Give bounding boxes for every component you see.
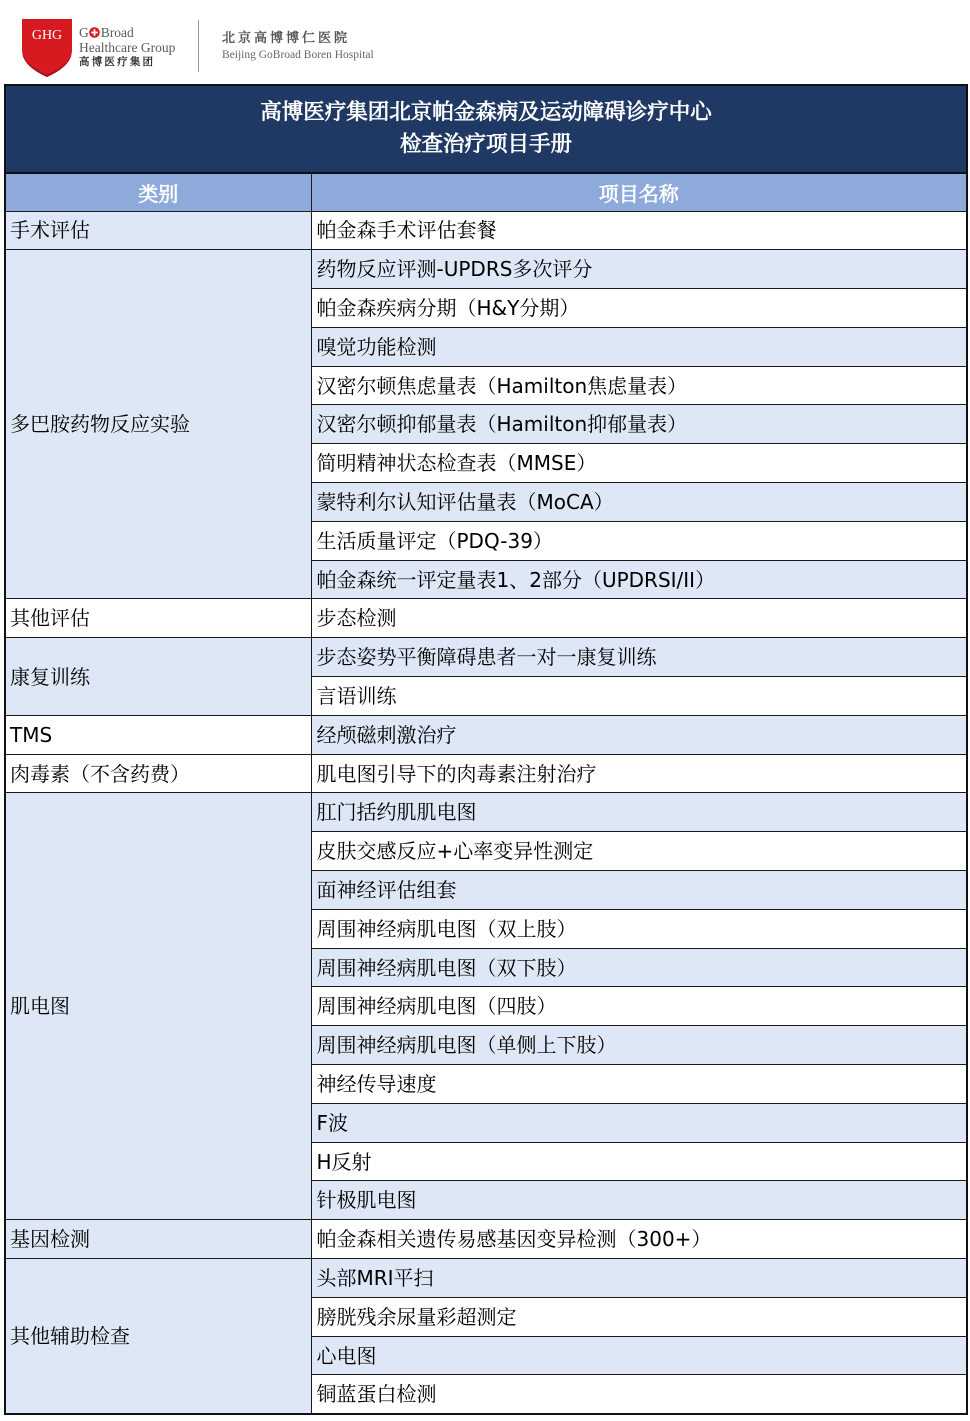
item-cell: F波 — [311, 1103, 967, 1142]
item-cell: 言语训练 — [311, 677, 967, 716]
emblem-text: GHG — [31, 28, 63, 43]
brand-name-end: Broad — [100, 25, 134, 40]
item-cell: 简明精神状态检查表（MMSE） — [311, 444, 967, 483]
category-cell: 手术评估 — [5, 211, 311, 250]
table-title-line-2: 检查治疗项目手册 — [400, 132, 573, 157]
column-header-row — [5, 173, 967, 211]
item-cell: 生活质量评定（PDQ-39） — [311, 521, 967, 560]
item-cell: 帕金森疾病分期（H&Y分期） — [311, 289, 967, 328]
category-cell: TMS — [5, 715, 311, 754]
category-cell: 肌电图 — [5, 793, 311, 1220]
category-cell: 多巴胺药物反应实验 — [5, 250, 311, 599]
table-title — [5, 85, 967, 173]
category-cell: 肉毒素（不含药费） — [5, 754, 311, 793]
item-cell: 面神经评估组套 — [311, 871, 967, 910]
item-cell: 步态姿势平衡障碍患者一对一康复训练 — [311, 638, 967, 677]
item-cell: 铜蓝蛋白检测 — [311, 1375, 967, 1414]
brand-name — [79, 25, 191, 40]
item-cell: 周围神经病肌电图（双下肢） — [311, 948, 967, 987]
table-title-row — [5, 85, 967, 173]
category-cell: 康复训练 — [5, 638, 311, 716]
item-cell: 嗅觉功能检测 — [311, 327, 967, 366]
group-name-en: Healthcare Group — [79, 40, 176, 55]
item-cell: 膀胱残余尿量彩超测定 — [311, 1297, 967, 1336]
table-row — [5, 599, 967, 638]
table-row — [5, 1259, 967, 1298]
hospital-name-en: Beijing GoBroad Boren Hospital — [222, 49, 374, 61]
red-shield-icon — [20, 17, 74, 79]
item-cell: 周围神经病肌电图（单侧上下肢） — [311, 1026, 967, 1065]
table-row — [5, 250, 967, 289]
item-cell: 肛门括约肌肌电图 — [311, 793, 967, 832]
item-cell: 针极肌电图 — [311, 1181, 967, 1220]
item-cell: 经颅磁刺激治疗 — [311, 715, 967, 754]
table-row — [5, 638, 967, 677]
item-cell: 步态检测 — [311, 599, 967, 638]
items-table — [4, 84, 968, 1415]
hospital-name-cn: 北京高博博仁医院 — [222, 30, 351, 45]
item-cell: 汉密尔顿焦虑量表（Hamilton焦虑量表） — [311, 366, 967, 405]
table-row — [5, 715, 967, 754]
category-cell: 基因检测 — [5, 1220, 311, 1259]
item-cell: 蒙特利尔认知评估量表（MoCA） — [311, 483, 967, 522]
page-header — [0, 0, 970, 84]
item-cell: 周围神经病肌电图（双上肢） — [311, 909, 967, 948]
item-cell: 皮肤交感反应+心率变异性测定 — [311, 832, 967, 871]
category-cell: 其他辅助检查 — [5, 1259, 311, 1414]
header-divider — [198, 20, 199, 72]
brand-name-start: G — [79, 25, 89, 40]
hospital-block — [222, 30, 374, 62]
item-cell: 头部MRI平扫 — [311, 1259, 967, 1298]
table-row — [5, 754, 967, 793]
item-cell: 周围神经病肌电图（四肢） — [311, 987, 967, 1026]
item-cell: 帕金森手术评估套餐 — [311, 211, 967, 250]
item-cell: 神经传导速度 — [311, 1065, 967, 1104]
column-header-item: 项目名称 — [311, 173, 967, 211]
item-cell: 汉密尔顿抑郁量表（Hamilton抑郁量表） — [311, 405, 967, 444]
table-row — [5, 211, 967, 250]
column-header-category: 类别 — [5, 173, 311, 211]
item-cell: 帕金森统一评定量表1、2部分（UPDRSI/II） — [311, 560, 967, 599]
table-row — [5, 793, 967, 832]
red-cross-circle-icon — [89, 27, 100, 38]
table-row — [5, 1220, 967, 1259]
item-cell: 帕金森相关遗传易感基因变异检测（300+） — [311, 1220, 967, 1259]
item-cell: H反射 — [311, 1142, 967, 1181]
item-cell: 药物反应评测-UPDRS多次评分 — [311, 250, 967, 289]
brand-block — [79, 25, 191, 69]
table-title-line-1: 高博医疗集团北京帕金森病及运动障碍诊疗中心 — [260, 100, 712, 125]
item-cell: 肌电图引导下的肉毒素注射治疗 — [311, 754, 967, 793]
category-cell: 其他评估 — [5, 599, 311, 638]
item-cell: 心电图 — [311, 1336, 967, 1375]
group-name-cn: 高博医疗集团 — [79, 56, 156, 68]
